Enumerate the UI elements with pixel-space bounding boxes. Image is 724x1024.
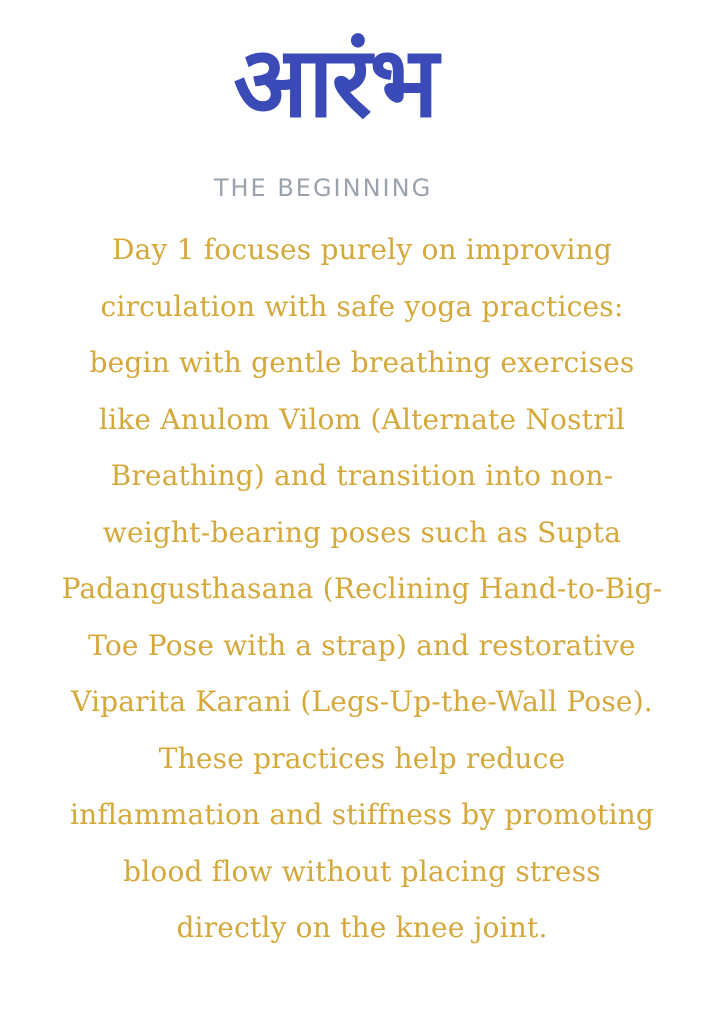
- body-line: directly on the knee joint.: [176, 911, 548, 944]
- body-line: like Anulom Vilom (Alternate Nostril: [98, 402, 626, 436]
- body-line: begin with gentle breathing exercises: [89, 346, 635, 379]
- body-line: These practices help reduce: [158, 741, 566, 775]
- body-line: Breathing) and transition into non-: [110, 459, 614, 492]
- body-paragraph: [20, 222, 704, 957]
- body-line: Toe Pose with a strap) and restorative: [88, 628, 636, 662]
- body-line: Padangusthasana (Reclining Hand-to-Big-: [61, 572, 663, 605]
- body-line: Day 1 focuses purely on improving: [111, 233, 613, 266]
- body-line: inflammation and stiffness by promoting: [69, 798, 655, 831]
- logo-wordmark: आरंभ: [233, 26, 437, 140]
- brand-logo: [200, 26, 470, 202]
- body-line: weight-bearing poses such as Supta: [102, 515, 622, 549]
- logo-tagline: THE BEGINNING: [213, 174, 433, 202]
- body-line: blood flow without placing stress: [123, 854, 601, 888]
- body-line: circulation with safe yoga practices:: [100, 289, 624, 323]
- body-line: Viparita Karani (Legs-Up-the-Wall Pose).: [71, 685, 653, 718]
